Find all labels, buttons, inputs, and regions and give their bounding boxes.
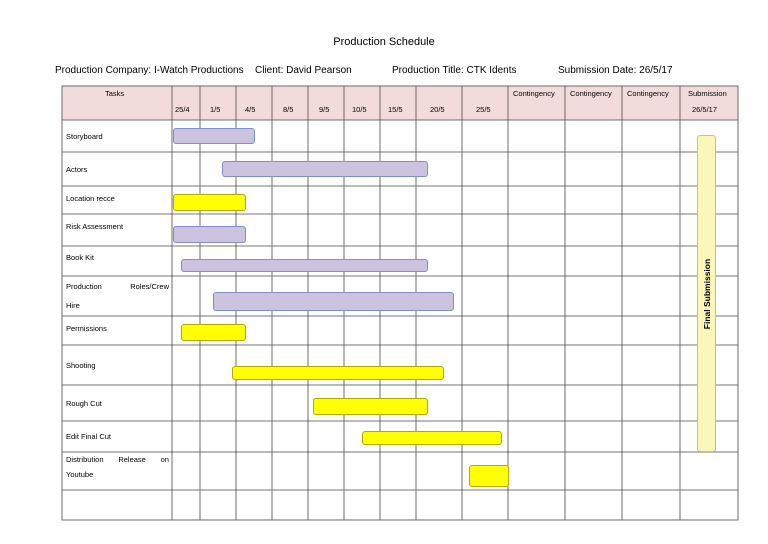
date-header: 25/4 bbox=[175, 105, 190, 114]
task-label: Risk Assessment bbox=[66, 222, 124, 231]
date-header: 10/5 bbox=[352, 105, 367, 114]
client: Client: David Pearson bbox=[255, 65, 352, 76]
edit-final-cut-bar bbox=[362, 431, 502, 445]
date-header: 8/5 bbox=[283, 105, 294, 114]
distribution-bar bbox=[469, 465, 509, 487]
tasks-header: Tasks bbox=[105, 89, 125, 98]
actors-bar bbox=[222, 161, 428, 177]
submission-date-header: 26/5/17 bbox=[692, 105, 718, 114]
task-label: Book Kit bbox=[66, 253, 94, 262]
book-kit-bar bbox=[181, 259, 428, 272]
storyboard-bar bbox=[173, 128, 255, 144]
task-label: Location recce bbox=[66, 194, 115, 203]
task-label: Actors bbox=[66, 165, 88, 174]
submission-date: Submission Date: 26/5/17 bbox=[558, 65, 673, 76]
date-header: 20/5 bbox=[430, 105, 445, 114]
task-label: Storyboard bbox=[66, 132, 103, 141]
contingency-header: Contingency bbox=[627, 89, 669, 98]
date-header: 4/5 bbox=[245, 105, 256, 114]
production-roles-bar bbox=[213, 292, 454, 311]
task-label: Edit Final Cut bbox=[66, 432, 112, 441]
task-label: Distribution Release on Youtube bbox=[66, 455, 169, 479]
date-header: 15/5 bbox=[388, 105, 403, 114]
shooting-bar bbox=[232, 366, 444, 380]
risk-assessment-bar bbox=[173, 226, 246, 243]
permissions-bar bbox=[181, 324, 246, 341]
final-submission-bar bbox=[697, 135, 716, 452]
contingency-header: Contingency bbox=[513, 89, 555, 98]
task-label: Shooting bbox=[66, 361, 96, 370]
production-title: Production Title: CTK Idents bbox=[392, 65, 517, 76]
contingency-header: Contingency bbox=[570, 89, 612, 98]
date-header: 1/5 bbox=[210, 105, 221, 114]
task-label: Permissions bbox=[66, 324, 107, 333]
rough-cut-bar bbox=[313, 398, 428, 415]
task-label: Production Roles/Crew Hire bbox=[66, 282, 169, 310]
submission-header: Submission bbox=[688, 89, 727, 98]
date-header: 9/5 bbox=[319, 105, 330, 114]
task-label: Rough Cut bbox=[66, 399, 102, 408]
page-title: Production Schedule bbox=[333, 36, 435, 48]
production-company: Production Company: I-Watch Productions bbox=[55, 65, 244, 76]
location-recce-bar bbox=[173, 194, 246, 211]
date-header: 25/5 bbox=[476, 105, 491, 114]
final-submission-label: Final Submission bbox=[701, 258, 712, 329]
